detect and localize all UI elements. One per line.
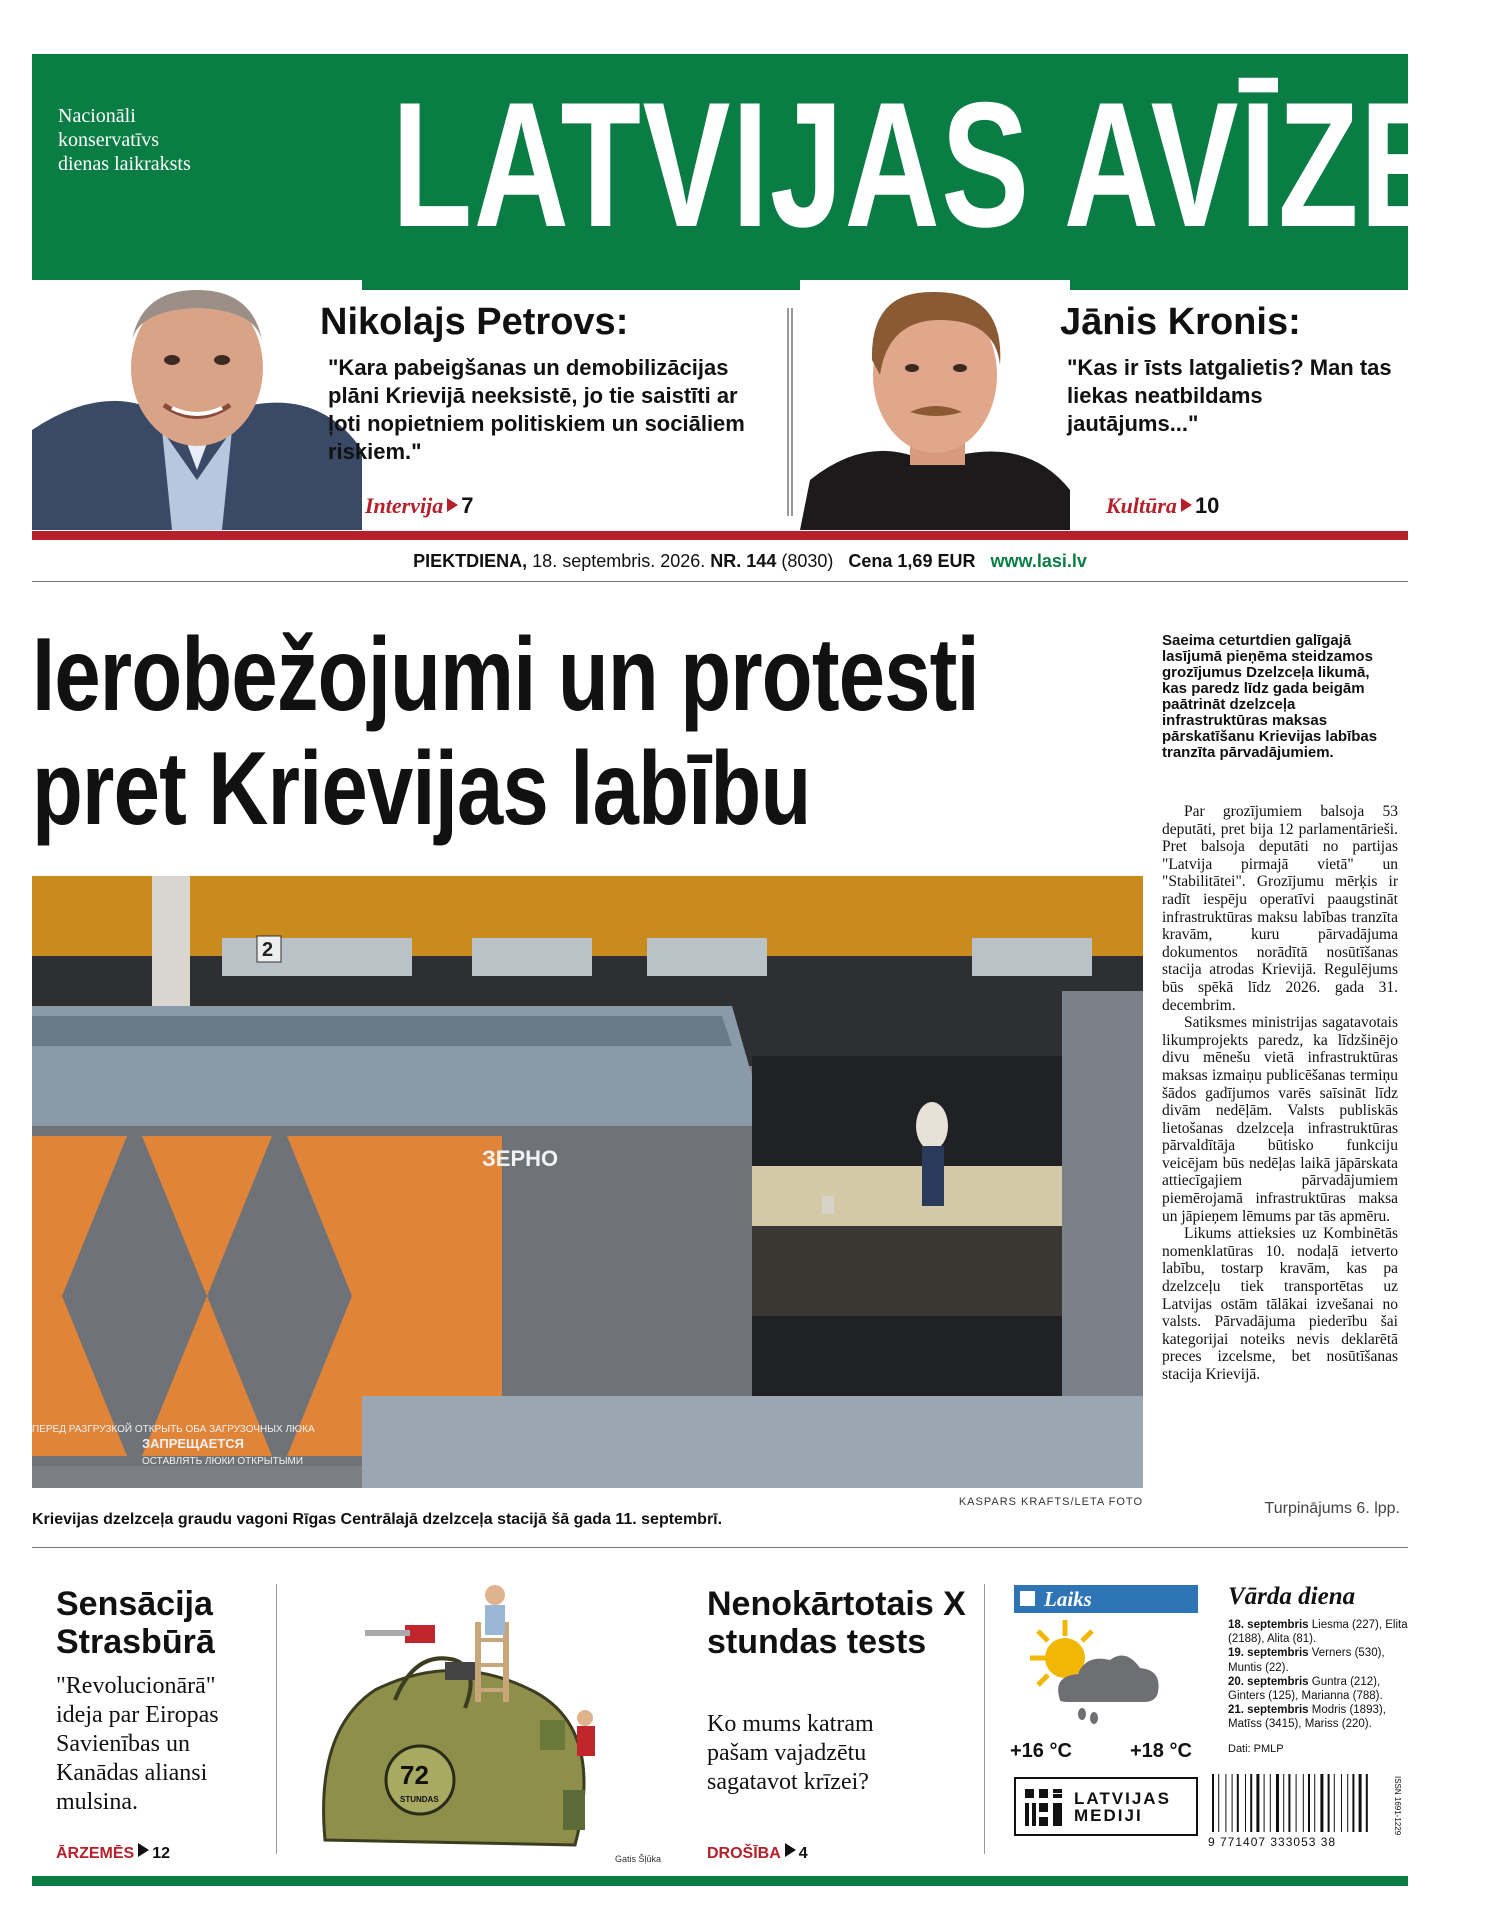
barcode-bar xyxy=(1225,1774,1226,1832)
barcode-bar xyxy=(1347,1774,1348,1832)
name-days-source: Dati: PMLP xyxy=(1228,1743,1284,1755)
barcode-bar xyxy=(1328,1774,1330,1832)
dateline-date: 18. septembris. 2026. xyxy=(532,551,706,571)
story2-link[interactable] xyxy=(707,1843,808,1863)
barcode-bar xyxy=(1303,1774,1304,1832)
section-rule xyxy=(32,1547,1408,1548)
barcode-bar xyxy=(1314,1774,1315,1832)
continued-note[interactable]: Turpinājums 6. lpp. xyxy=(1264,1500,1400,1517)
cartoon-bag-word: STUNDAS xyxy=(400,1795,439,1804)
publisher-name-line1: LATVIJAS xyxy=(1074,1789,1171,1808)
barcode-bar xyxy=(1288,1774,1290,1832)
teaser-2-link[interactable] xyxy=(1106,493,1219,519)
dateline-price: Cena 1,69 EUR xyxy=(848,551,976,571)
dateline-url[interactable]: www.lasi.lv xyxy=(990,551,1087,571)
story2-title[interactable]: Nenokārtotais X stundas tests xyxy=(707,1585,966,1661)
teaser-2-page: 10 xyxy=(1194,493,1220,518)
story2-text: Ko mums katram pašam vajadzētu sagatavot krīzei? xyxy=(707,1711,874,1795)
headline-line-1: Ierobežojumi un protesti xyxy=(32,617,979,733)
barcode-bar xyxy=(1218,1774,1219,1832)
arrow-right-icon xyxy=(447,498,458,512)
name-day-entry: 21. septembris Modris (1893), Matīss (3415), Mariss (220). xyxy=(1228,1704,1386,1731)
story1-page: 12 xyxy=(152,1845,171,1862)
temp-high: +18 °C xyxy=(1130,1740,1192,1762)
teaser-2-name: Jānis Kronis: xyxy=(1060,301,1301,343)
barcode-bar xyxy=(1276,1774,1279,1832)
main-photo-grain-wagons xyxy=(32,876,1143,1488)
barcode-bar xyxy=(1320,1774,1323,1832)
story1-text: "Revolucionārā" ideja par Eiropas Savienības un Kanādas aliansi mulsina. xyxy=(56,1673,219,1815)
barcode-bar xyxy=(1341,1774,1342,1832)
barcode-bar xyxy=(1334,1774,1335,1832)
sun-cloud-rain-icon xyxy=(1020,1618,1170,1728)
teaser-2-section: Kultūra xyxy=(1106,493,1177,518)
dateline-number: NR. 144 xyxy=(710,551,777,571)
barcode-bar xyxy=(1237,1774,1239,1832)
teaser-1-section: Intervija xyxy=(365,493,444,518)
cartoon-signature: Gatis Šļūka xyxy=(615,1854,662,1864)
bottom-divider xyxy=(276,1584,277,1854)
barcode-bar xyxy=(1212,1774,1214,1832)
story1-link[interactable] xyxy=(56,1843,170,1863)
photo-credit: KASPARS KRAFTS/LETA FOTO xyxy=(958,1496,1143,1508)
wagon-warning-right: ОСТАВЛЯТЬ ЛЮКИ ОТКРЫТЫМИ xyxy=(142,1456,304,1467)
bottom-divider xyxy=(984,1584,985,1854)
wagon-warning-left: ПЕРЕД РАЗГРУЗКОЙ ОТКРЫТЬ ОБА ЗАГРУЗОЧНЫХ ЛЮКА xyxy=(32,1424,315,1435)
barcode-number: 9 771407 333053 38 xyxy=(1208,1835,1337,1849)
barcode-bar xyxy=(1359,1774,1362,1832)
footer-bar xyxy=(32,1876,1408,1886)
barcode-bar xyxy=(1296,1774,1297,1832)
story-paragraph: Satiksmes ministrijas sagatavotais likumprojekts paredz, ka līdzšinējo divu mēnešu vietā infrastruktūras maksas izmaiņu publicēšanas termiņu šādos gadījumos varēs saīsināt līdz divām nedēļām. Valsts publiskās lietošanas dzelzceļa infrastruktūras pārvaldītāja būtisko funkciju veicējam būs nedēļas laikā jāpārskata attiecīgajiem pārvadājumiem piemērojamā infrastruktūras maksa un jāpieņem lēmums par tās apmēru. xyxy=(1162,1014,1398,1225)
barcode-bar xyxy=(1270,1774,1271,1832)
story2-section: DROŠĪBA xyxy=(707,1845,781,1862)
dateline xyxy=(0,551,1500,572)
platform-number: 2 xyxy=(262,939,274,961)
story1-section: ĀRZEMĒS xyxy=(56,1845,135,1862)
dateline-rule xyxy=(32,581,1408,582)
cartoon-bag-number: 72 xyxy=(400,1760,429,1790)
arrow-right-icon xyxy=(785,1843,796,1857)
story1-title[interactable]: Sensācija Strasbūrā xyxy=(56,1585,215,1661)
teaser-2-quote: "Kas ir īsts latgalietis? Man tas liekas neatbildams jautājums..." xyxy=(1067,355,1392,436)
cartoon-72-hours xyxy=(305,1580,690,1870)
teaser-1-link[interactable] xyxy=(365,493,473,519)
barcode-bar xyxy=(1366,1774,1368,1832)
weather-label: Laiks xyxy=(1044,1587,1092,1611)
headline-line-2: pret Krievijas labību xyxy=(32,731,811,847)
teaser-1-name: Nikolajs Petrovs: xyxy=(320,301,629,343)
publisher-logo-icon xyxy=(1025,1789,1063,1827)
photo-janis-kronis xyxy=(800,280,1070,530)
barcode-bar xyxy=(1245,1774,1246,1832)
temp-low: +16 °C xyxy=(1010,1740,1072,1762)
barcode-bar xyxy=(1283,1774,1284,1832)
name-day-entry: 19. septembris Verners (530), Muntis (22). xyxy=(1228,1647,1385,1674)
publisher-name-line2: MEDIJI xyxy=(1074,1806,1143,1825)
story2-page: 4 xyxy=(798,1845,808,1862)
name-day-entry: 18. septembris Liesma (227), Elita (2188), Alita (81). xyxy=(1228,1619,1408,1646)
barcode xyxy=(1210,1774,1390,1838)
arrow-right-icon xyxy=(138,1843,149,1857)
barcode-bar xyxy=(1256,1774,1259,1832)
dateline-day: PIEKTDIENA, xyxy=(413,551,528,571)
newspaper-title: LATVIJAS AVĪZE xyxy=(391,65,1450,264)
name-days-title: Vārda diena xyxy=(1228,1583,1356,1610)
photo-nikolajs-petrovs xyxy=(32,280,362,530)
barcode-bar xyxy=(1232,1774,1233,1832)
teaser-1-page: 7 xyxy=(461,493,474,518)
teaser-1-quote: "Kara pabeigšanas un demobilizācijas plāni Krievijā neeksistē, jo tie saistīti ar ļoti nopietniem politiskiem un sociāliem riskiem." xyxy=(328,355,745,464)
wagon-warning-right-title: ЗАПРЕЩАЕТСЯ xyxy=(142,1436,245,1451)
weather-header xyxy=(1014,1585,1198,1613)
weather-square-icon xyxy=(1020,1591,1035,1606)
dateline-total: (8030) xyxy=(781,551,834,571)
main-headline xyxy=(32,618,1152,846)
name-day-entry: 20. septembris Guntra (212), Ginters (125), Marianna (788). xyxy=(1228,1675,1383,1703)
story-paragraph: Par grozījumiem balsoja 53 deputāti, pret bija 12 parlamentārieši. Pret balsoja deputāti no partijas "Latvija pirmajā vietā" un "Stabilitātei". Grozījumu mērķis ir radīt iespēju operatīvi paaugstināt infrastruktūras maksu labības tranzīta kravām, kuru pārvadājuma dokumentos norādītā nosūtīšanas stacija atrodas Krievijā. Regulējums būs spēkā līdz 2026. gada 31. decembrim. xyxy=(1162,803,1398,1014)
issn-number: ISSN 1691-1229 xyxy=(1393,1776,1402,1836)
barcode-bar xyxy=(1264,1774,1265,1832)
barcode-bar xyxy=(1308,1774,1310,1832)
arrow-right-icon xyxy=(1181,498,1192,512)
name-days-list xyxy=(1228,1618,1413,1732)
publisher-logo-text xyxy=(1074,1790,1171,1824)
story-lead: Saeima ceturtdien galīgajā lasījumā pieņēma steidzamos grozījumus Dzelzceļa likumā, kas paredz līdz gada beigām paātrināt dzelzceļa infrastruktūras maksas pārskatīšanu Krievijas labības tranzīta pārvadājumiem. xyxy=(1162,632,1378,761)
barcode-bar xyxy=(1250,1774,1252,1832)
barcode-bar xyxy=(1352,1774,1354,1832)
story-body xyxy=(1162,803,1398,1384)
teaser-bottom-bar xyxy=(32,531,1408,540)
teaser-divider xyxy=(787,308,793,516)
car-label: ЗЕРНО xyxy=(482,1146,559,1171)
story-paragraph: Likums attieksies uz Kombinētās nomenklatūras 10. nodaļā ietverto labību, tostarp kravām, kas pa dzelzceļu tiek transportētas uz Latvijas ostām tālākai izvešanai no valsts. Pārvadājuma piederību šai kategorijai noteiks nevis deklarētā preces izcelsme, bet nosūtīšanas stacija Krievijā. xyxy=(1162,1225,1398,1383)
photo-caption: Krievijas dzelzceļa graudu vagoni Rīgas Centrālajā dzelzceļa stacijā šā gada 11. septembrī. xyxy=(32,1511,723,1528)
masthead-tagline: Nacionāli konservatīvs dienas laikraksts xyxy=(58,105,191,175)
